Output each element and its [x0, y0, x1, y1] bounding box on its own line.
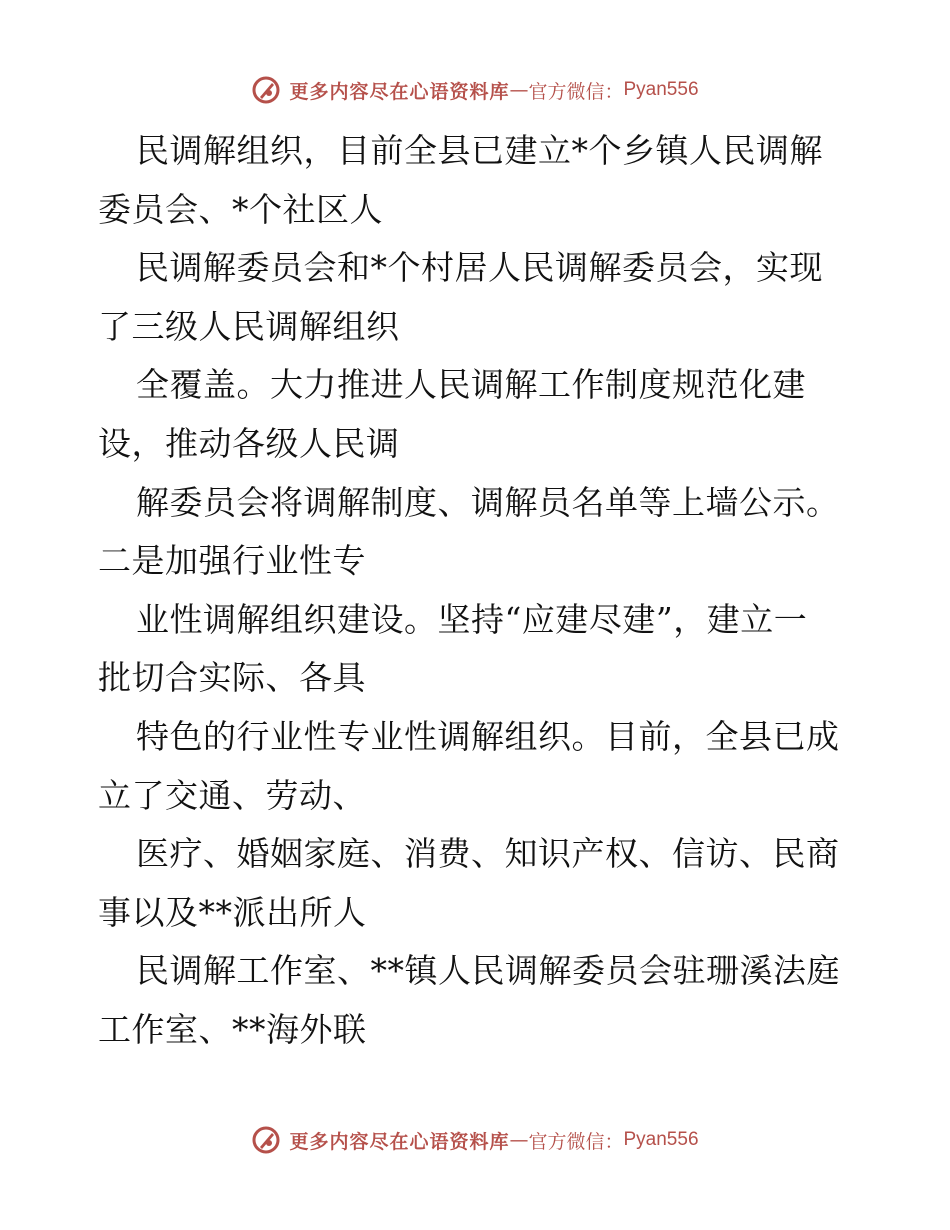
- watermark-wechat-label: 官方微信：: [528, 80, 624, 103]
- watermark-wechat-id: Pyan556: [623, 79, 699, 100]
- pen-logo-icon: [251, 1125, 281, 1155]
- text-line: 批切合实际、各具: [98, 658, 366, 698]
- text-line: 医疗、婚姻家庭、消费、知识产权、信访、民商: [136, 834, 840, 874]
- text-line: 设，推动各级人民调: [98, 423, 400, 463]
- pen-logo-icon: [251, 75, 281, 105]
- text-line: 民调解工作室、**镇人民调解委员会驻珊溪法庭: [136, 951, 840, 991]
- text-line: 特色的行业性专业性调解组织。目前，全县已成: [136, 716, 840, 756]
- text-line: 立了交通、劳动、: [98, 775, 366, 815]
- text-line: 业性调解组织建设。坚持“应建尽建”，建立一: [136, 599, 808, 639]
- text-line: 二是加强行业性专: [98, 541, 366, 581]
- watermark-wechat-label: 官方微信：: [528, 1130, 624, 1153]
- document-body: [98, 122, 858, 1060]
- watermark-site-text: 更多内容尽在心语资料库: [289, 1130, 510, 1153]
- text-line: 解委员会将调解制度、调解员名单等上墙公示。: [136, 482, 840, 522]
- text-line: 委员会、*个社区人: [98, 189, 383, 229]
- text-line: 全覆盖。大力推进人民调解工作制度规范化建: [136, 365, 806, 405]
- text-line: 工作室、**海外联: [98, 1009, 367, 1049]
- text-line: 民调解委员会和*个村居人民调解委员会，实现: [136, 248, 823, 288]
- watermark-dash: —: [509, 1129, 529, 1151]
- footer-watermark: [0, 1120, 950, 1160]
- watermark-wechat-id: Pyan556: [623, 1129, 699, 1150]
- text-line: 事以及**派出所人: [98, 892, 367, 932]
- watermark-dash: —: [509, 79, 529, 101]
- text-line: 民调解组织，目前全县已建立*个乡镇人民调解: [136, 131, 823, 170]
- text-line: 了三级人民调解组织: [98, 306, 400, 346]
- header-watermark: [0, 70, 950, 110]
- watermark-site-text: 更多内容尽在心语资料库: [289, 80, 510, 103]
